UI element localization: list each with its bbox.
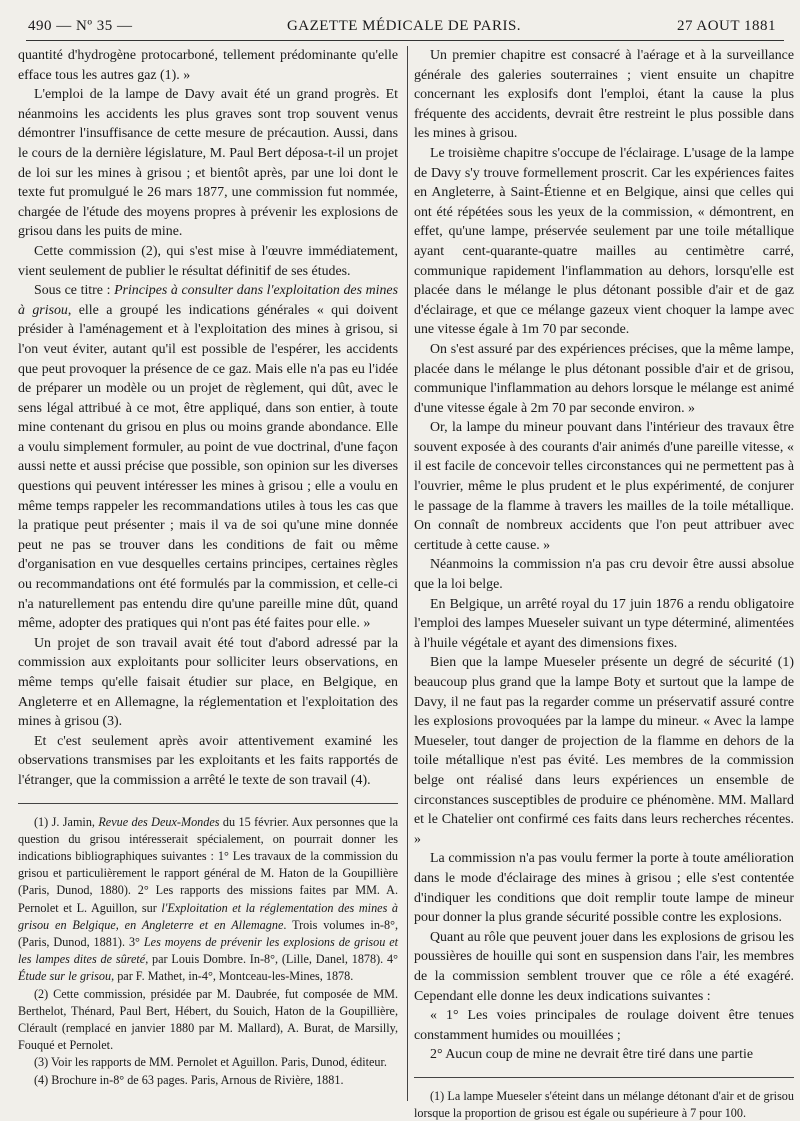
page-number: 490 — Nº 35 — [28, 18, 133, 34]
citation-title: Revue des Deux-Mondes [98, 814, 220, 829]
paragraph: L'emploi de la lampe de Davy avait été un grand progrès. Et néanmoins les accidents les plus graves sont trop souvent venus démontrer l'insuffisance de cette mesure de précaution. Aussi, dans le cours de la dernière législature, M. Paul Bert déposa-t-il un projet de loi sur les mines à grisou ; et bientôt après, par une loi dont le texte fut promulgué le 26 mars 1877, une commission fut nommée, chargée de l'étude des moyens propres à prévenir les explosions de grisou dans les puits de mine. [18, 87, 398, 240]
footnote: (3) Voir les rapports de MM. Pernolet et Aguillon. Paris, Dunod, éditeur. [34, 1055, 387, 1070]
paragraph: Et c'est seulement après avoir attentivement examiné les observations transmises par les exploitants et les faits rapportés de l'étranger, que la commission a arrêté le texte de son travail (4). [18, 733, 398, 788]
paragraph: En Belgique, un arrêté royal du 17 juin 1876 a rendu obligatoire l'emploi des lampes Mueseler suivant un type déterminé, alimentées à l'huile végétale et ayant des dimensions fixes. [414, 596, 794, 651]
citation-title: Étude sur le grisou [18, 969, 112, 984]
paragraph: Un premier chapitre est consacré à l'aérage et à la surveillance générale des galeries souterraines ; vient ensuite un chapitre concernant les explosifs dont l'emploi, étant la cause la plus fréquente des accidents, devrait être restreint le plus possible dans les mines à grisou. [414, 48, 794, 142]
paragraph: On s'est assuré par des expériences précises, que la même lampe, placée dans le mélange le plus détonant possible d'air et de grisou, communique l'inflammation au dehors lorsque le mélange est animé d'une vitesse égale à 2m 70 par seconde environ. » [414, 341, 794, 416]
footnote [18, 814, 398, 986]
paragraph: La commission n'a pas voulu fermer la porte à toute amélioration dans le mode d'éclairage des mines à grisou ; elle s'est contentée d'indiquer les conditions que doit remplir toute lampe de mineur pour donner la plus grande sécurité possible contre les explosions. [414, 851, 794, 926]
paragraph: « 1° Les voies principales de roulage doivent être tenues constamment humides ou mouillées ; [414, 1008, 794, 1043]
footnote-rule [18, 803, 398, 804]
text-run: du 15 février. Aux personnes que la question du grisou intéresserait spécialement, on pourrait donner les indications bibliographiques suivantes : 1° Les travaux de la commission du grisou et particulièrement le rapport général de M. Haton de la Goupillière (Paris, Dunod, 1880). 2° Les rapports des missions faites par MM. A. Pernolet et L. Aguillon, sur [18, 814, 398, 915]
text-run: , par F. Mathet, in-4°, Montceau-les-Mines, 1878. [111, 969, 354, 984]
paragraph: Bien que la lampe Mueseler présente un degré de sécurité (1) beaucoup plus grand que la lampe Boty et surtout que la lampe de Davy, il ne faut pas la regarder comme un préservatif assuré contre les explosions provoquées par la lampe du mineur. « Avec la lampe Mueseler, tout danger de projection de la flamme en dehors de la toile métallique n'est pas évité. Les membres de la commission belge ont réalisé dans leurs expériences un ensemble de circonstances susceptibles de produire ce phénomène. MM. Mallard et le Chatelier ont confirmé ces faits dans leurs recherches récentes. » [414, 655, 794, 847]
issue-date: 27 AOUT 1881 [676, 18, 776, 34]
text-run: Sous ce titre : [34, 283, 115, 299]
text-run: , par Louis Dombre. In-8°, (Lille, Danel, 1878). 4° [145, 952, 398, 967]
citation-title: l'Exploitation et la réglementation des mines à grisou en Belgique, en Angleterre et en Allemagne [18, 900, 398, 932]
paragraph: Or, la lampe du mineur pouvant dans l'intérieur des travaux être souvent exposée à des courants d'air animés d'une pareille vitesse, « il est facile de concevoir telles circonstances qui ne permettent pas à l'ouvrier, même le plus prudent et le plus expérimenté, de conjurer le passage de la flamme à travers les mailles de la toile métallique. On connaît de nombreux accidents que l'on peut attribuer avec certitude à cette cause. » [414, 420, 794, 553]
book-title: Principes à consulter dans l'exploitation des mines à grisou [18, 283, 398, 318]
footnote: (2) Cette commission, présidée par M. Daubrée, fut composée de MM. Berthelot, Thénard, Paul Bert, Hébert, du Souich, Haton de la Goupillière, Clérault (remplacé en janvier 1880 par M. Mallard), A. Burat, de Marsilly, Fouqué et Pernolet. [18, 986, 398, 1053]
article-columns [18, 46, 794, 1121]
paragraph: Néanmoins la commission n'a pas cru devoir être aussi absolue que la loi belge. [414, 557, 794, 593]
right-column [414, 46, 794, 1121]
paragraph: Un projet de son travail avait été tout d'abord adressé par la commission aux exploitants pour solliciter leurs observations, en même temps qu'elle faisait étudier sur place, en Belgique, en Angleterre et en Allemagne, la réglementation et l'exploitation des mines à grisou (3). [18, 635, 398, 730]
journal-title: GAZETTE MÉDICALE DE PARIS. [286, 18, 522, 34]
page-header [18, 14, 790, 40]
paragraph: Le troisième chapitre s'occupe de l'éclairage. L'usage de la lampe de Davy s'y trouve formellement proscrit. Car les expériences faites en Angleterre, à Saint-Étienne et en Belgique, ainsi que celles qui ont été répétées sous les yeux de la commission, « démontrent, en effet, qu'une lampe, préservée seulement par une toile métallique ayant cent-quarante-quatre mailles au centimètre carré, communique rapidement l'inflammation au dehors, lorsqu'elle est placée dans le mélange le plus détonant possible d'air et de gaz d'éclairage, et que ce mélange gazeux vient choquer la lampe avec une vitesse égale à 1m 70 par seconde. [414, 145, 794, 338]
header-rule [26, 40, 784, 41]
paragraph: Quant au rôle que peuvent jouer dans les explosions de grisou les poussières de houille qui sont en suspension dans l'air, les membres de la commission semblent trouver que ce rôle a été exagéré. Cependant elle donne les deux indications suivantes : [414, 929, 794, 1004]
left-column [18, 46, 398, 1111]
footnote-rule [414, 1077, 794, 1078]
paragraph: quantité d'hydrogène protocarboné, tellement prédominante qu'elle efface tous les autres gaz (1). » [18, 48, 398, 83]
text-run: (1) J. Jamin, [34, 814, 99, 829]
paragraph [18, 281, 398, 634]
footnote: (4) Brochure in-8° de 63 pages. Paris, Arnous de Rivière, 1881. [34, 1072, 344, 1087]
text-run: . Trois volumes in-8°, (Paris, Dunod, 1881). 3° [18, 917, 398, 949]
paragraph: 2° Aucun coup de mine ne devrait être tiré dans une partie [430, 1047, 753, 1063]
text-run: , elle a groupé les indications générales « qui doivent présider à l'aménagement et à l'exploitation des mines à grisou, si l'on veut éviter, autant qu'il est possible de l'espérer, les accidents que peut provoquer la présence de ce gaz. Mais elle n'a pas eu l'idée de préparer un modèle ou un projet de règlement, qui dût, avec le sens légal attribué à ce mot, être appliqué, dans son entier, à toute mine contenant du grisou en plus ou moins grande abondance. Elle a voulu simplement formuler, au point de vue doctrinal, d'une façon aussi nette et aussi précise que possible, son opinion sur les diverses questions qui peuvent intéresser les mines à grisou ; elle a voulu en même temps rappeler les recommandations utiles à tous les cas que la pratique peut présenter ; mais il va de soi qu'une mine donnée peut ne pas se trouver dans les conditions de fait ou même d'organisation en vue desquelles certains principes, certaines règles ou recommandations ont été formulés par la commission, et celle-ci n'a naturellement pas entendu dire qu'une pareille mine dût, quand même, adopter des pratiques qui n'ont pas été faites pour elle. » [18, 302, 398, 632]
citation-title: Les moyens de prévenir les explosions de grisou et les lampes dites de sûreté [18, 934, 399, 967]
paragraph: Cette commission (2), qui s'est mise à l'œuvre immédiatement, vient seulement de publier le résultat définitif de ses études. [18, 243, 398, 279]
footnote: (1) La lampe Mueseler s'éteint dans un mélange détonant d'air et de grisou lorsque la proportion de grisou est égale ou supérieure à 7 pour 100. [414, 1088, 794, 1121]
